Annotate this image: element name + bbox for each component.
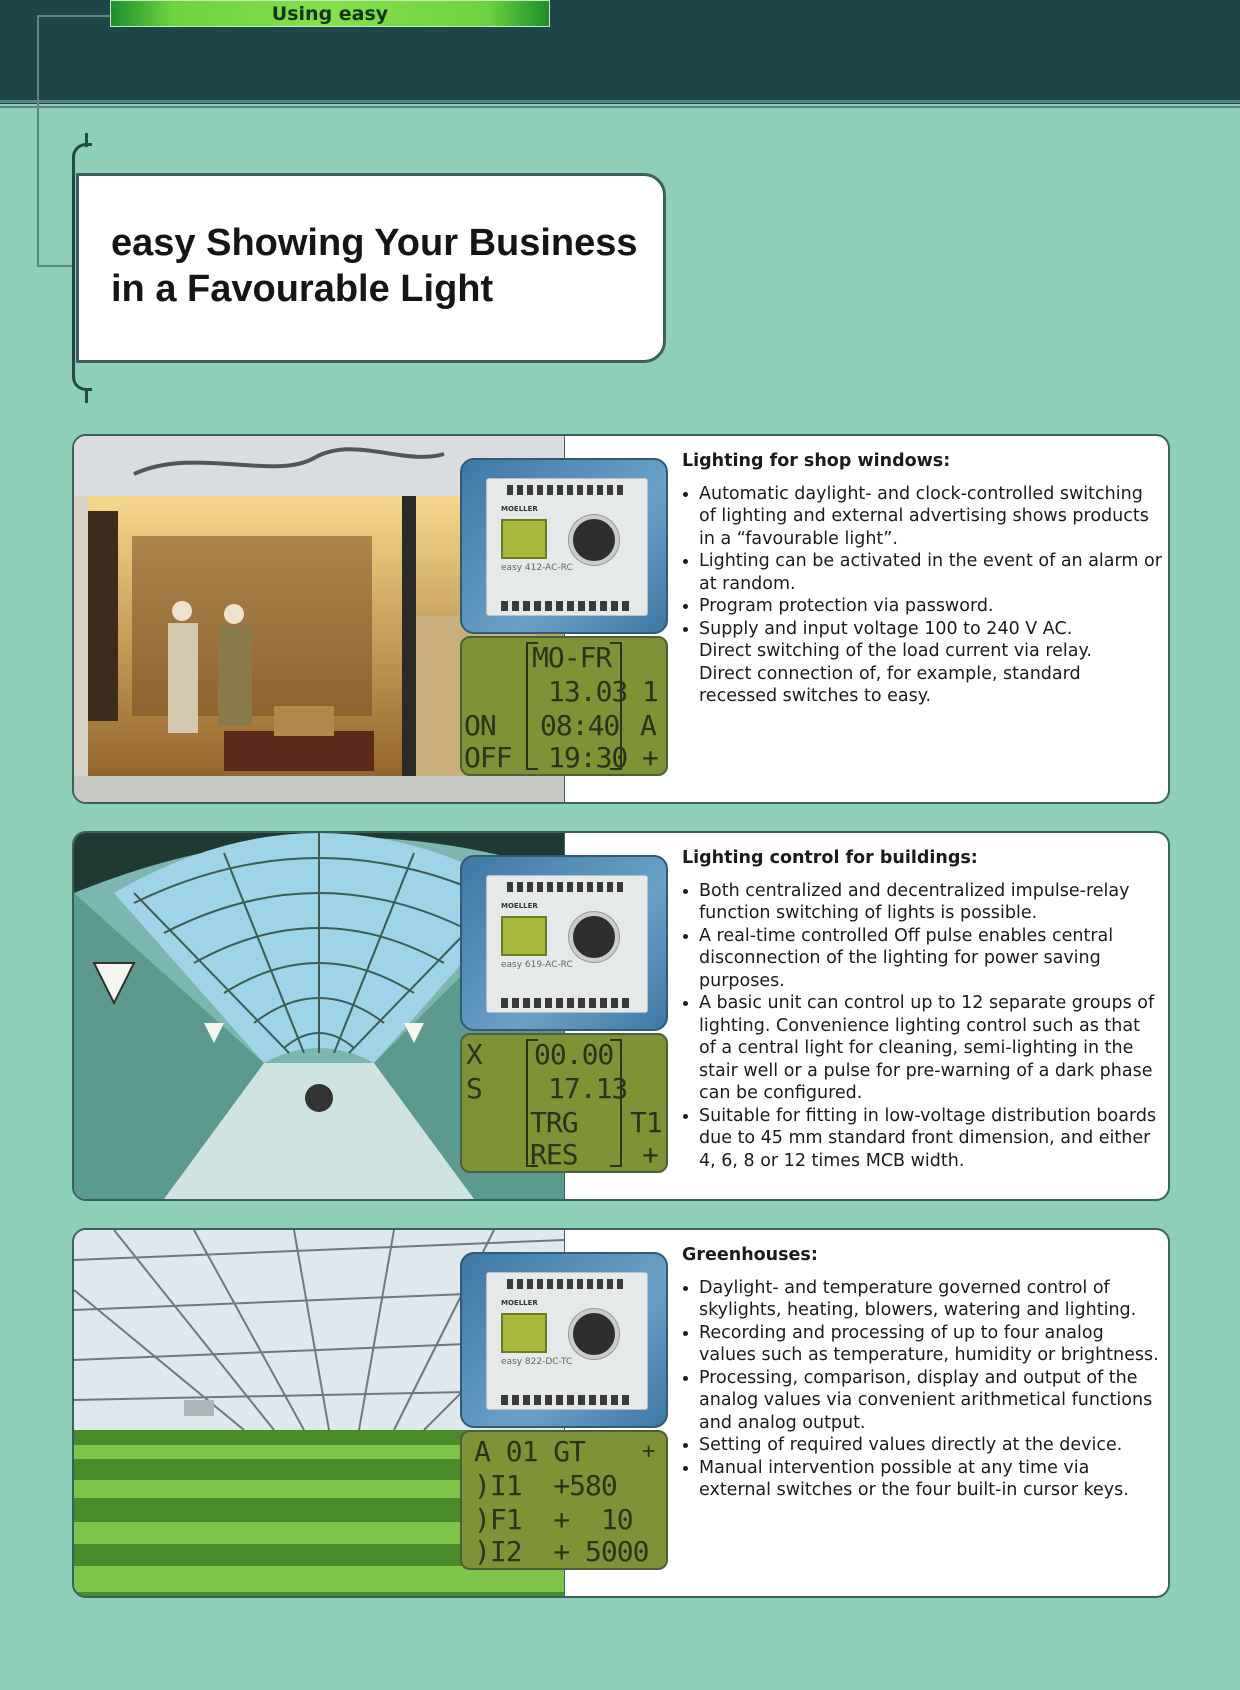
lcd-text: T1 (630, 1106, 662, 1139)
easy-relay-device (486, 875, 648, 1013)
list-item (699, 618, 1162, 708)
easy-relay-device (486, 1272, 648, 1410)
margin-line (37, 15, 110, 17)
list-item: • A basic unit can control up to 12 separate groups of lighting. Convenience lighting control such as that of a central light for cleaning, semi-lighting in the stair well or a pulse for pre-warning of a dark phase can be configured. (699, 992, 1162, 1105)
header-rule (0, 100, 1240, 103)
lcd-text: + (642, 741, 658, 774)
lcd-text: X (466, 1038, 482, 1071)
card-text (682, 847, 1162, 1172)
lcd-text: )F1 + 10 (474, 1503, 633, 1536)
bullet-list (682, 483, 1162, 708)
lcd-text: 17.13 (548, 1072, 628, 1105)
lcd-text: + (642, 1138, 658, 1171)
device-model: easy 619-AC-RC (501, 960, 573, 970)
card-buildings (72, 831, 1170, 1201)
section-tab[interactable]: Using easy (110, 0, 550, 27)
device-model: easy 412-AC-RC (501, 563, 573, 573)
terminal-strip (501, 601, 633, 611)
list-item: • Processing, comparison, display and output of the analog values via convenient arithmetical functions and analog output. (699, 1367, 1162, 1435)
lcd-text: TRG (530, 1106, 578, 1139)
list-item: • A real-time controlled Off pulse enables central disconnection of the lighting for power saving purposes. (699, 925, 1162, 993)
lcd-text: 1 (642, 675, 658, 708)
device-panel (460, 855, 668, 1031)
page-title-line2: in a Favourable Light (111, 268, 494, 310)
cursor-keypad-icon (569, 1309, 619, 1359)
lcd-text: OFF (464, 741, 512, 774)
lcd-text: MO-FR (532, 641, 612, 674)
device-brand: MOELLER (501, 902, 538, 910)
lcd-display (460, 1430, 668, 1570)
card-greenhouses (72, 1228, 1170, 1598)
card-text (682, 450, 1162, 708)
header-rule (0, 106, 1240, 108)
list-item: • Recording and processing of up to four analog values such as temperature, humidity or brightness. (699, 1322, 1162, 1367)
lcd-text: 19:30 (548, 741, 628, 774)
section-heading: Greenhouses: (682, 1245, 818, 1265)
lcd-display (460, 636, 668, 776)
page-title-line1: easy Showing Your Business (111, 222, 638, 264)
lcd-text: 13.03 (548, 675, 628, 708)
terminal-strip (501, 1395, 633, 1405)
list-item: • Suitable for fitting in low-voltage distribution boards due to 45 mm standard front dimension, and either 4, 6, 8 or 12 times MCB width. (699, 1105, 1162, 1173)
device-brand: MOELLER (501, 1299, 538, 1307)
list-item: • Setting of required values directly at the device. (699, 1434, 1162, 1457)
list-item: • Automatic daylight- and clock-controlled switching of lighting and external advertising shows products in a “favourable light”. (699, 483, 1162, 551)
terminal-strip (507, 1279, 627, 1289)
easy-relay-device (486, 478, 648, 616)
lcd-display (460, 1033, 668, 1173)
device-display (501, 1313, 547, 1353)
margin-line (37, 15, 39, 267)
list-item: • Program protection via password. (699, 595, 1162, 618)
list-item: • Lighting can be activated in the event of an alarm or at random. (699, 550, 1162, 595)
page-title (111, 220, 651, 312)
bullet-list (682, 1277, 1162, 1502)
terminal-strip (501, 998, 633, 1008)
section-heading: Lighting for shop windows: (682, 451, 951, 471)
lcd-text: + (642, 1439, 655, 1464)
lcd-text: )I1 +580 (474, 1469, 617, 1502)
lcd-text: A 01 GT (474, 1435, 586, 1468)
cursor-keypad-icon (569, 912, 619, 962)
card-shop-windows (72, 434, 1170, 804)
margin-line (37, 265, 75, 267)
list-item: • Daylight- and temperature governed control of skylights, heating, blowers, watering and lighting. (699, 1277, 1162, 1322)
device-display (501, 519, 547, 559)
terminal-strip (507, 882, 627, 892)
device-model: easy 822-DC-TC (501, 1357, 573, 1367)
device-panel (460, 458, 668, 634)
bullet-list (682, 880, 1162, 1173)
lcd-text: 08:40 (540, 709, 620, 742)
device-brand: MOELLER (501, 505, 538, 513)
title-bracket-tick (85, 389, 88, 403)
lcd-text: ON (464, 709, 496, 742)
cursor-keypad-icon (569, 515, 619, 565)
title-bracket-tick (85, 133, 88, 147)
device-display (501, 916, 547, 956)
section-heading: Lighting control for buildings: (682, 848, 978, 868)
lcd-text: )I2 + 5000 (474, 1535, 649, 1568)
card-text (682, 1244, 1162, 1502)
list-item-continuation: Direct connection of, for example, standard recessed switches to easy. (699, 663, 1081, 706)
device-panel (460, 1252, 668, 1428)
list-item-text: Supply and input voltage 100 to 240 V AC. (699, 618, 1073, 639)
list-item: • Both centralized and decentralized impulse-relay function switching of lights is possible. (699, 880, 1162, 925)
lcd-text: A (640, 709, 656, 742)
list-item-continuation: Direct switching of the load current via relay. (699, 641, 1092, 661)
title-box (76, 173, 666, 363)
terminal-strip (507, 485, 627, 495)
list-item: • Manual intervention possible at any time via external switches or the four built-in cursor keys. (699, 1457, 1162, 1502)
lcd-text: RES (530, 1138, 578, 1171)
lcd-text: 00.00 (534, 1038, 614, 1071)
lcd-text: S (466, 1072, 482, 1105)
